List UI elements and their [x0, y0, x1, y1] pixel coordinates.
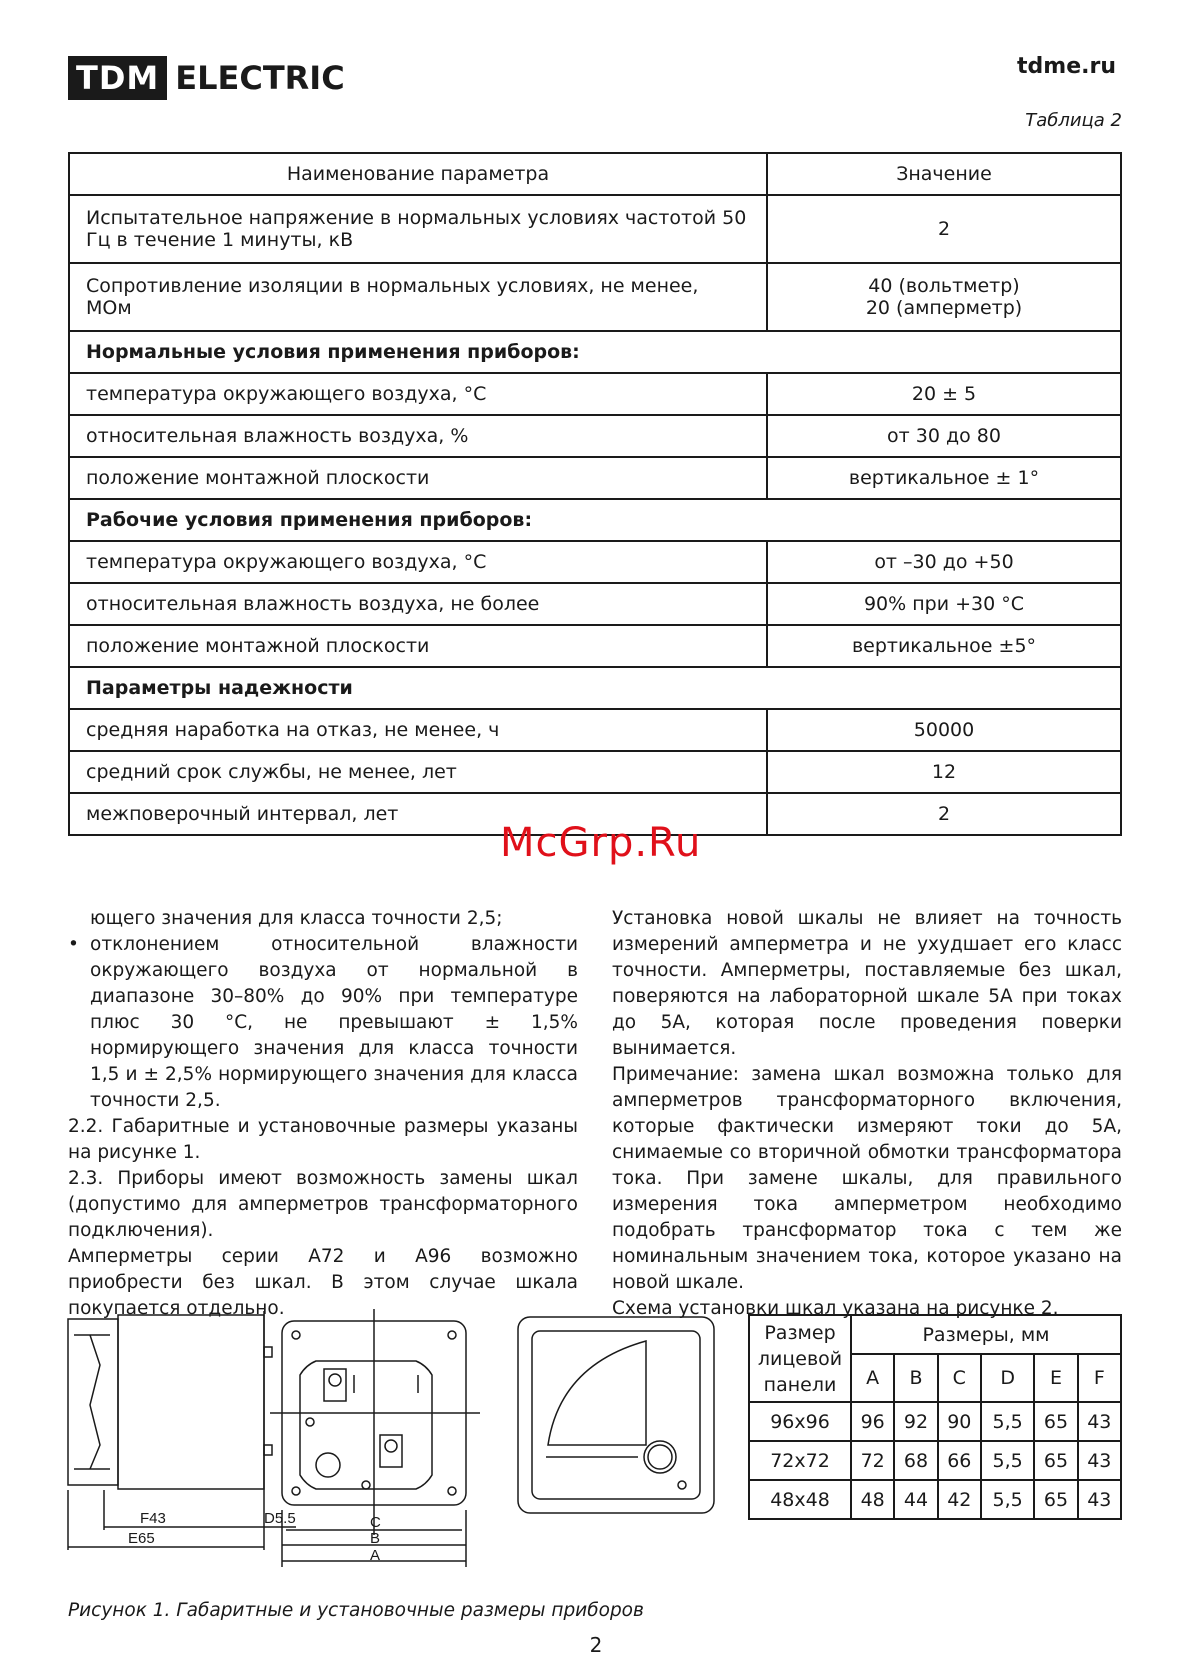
section-title: Рабочие условия применения приборов: — [69, 499, 1121, 541]
cell: 48 — [851, 1480, 894, 1519]
cell: 65 — [1034, 1402, 1077, 1441]
header-dims: Размеры, мм — [851, 1315, 1121, 1354]
cell: 43 — [1078, 1402, 1121, 1441]
param-name: Сопротивление изоляции в нормальных условиях, не менее, МОм — [69, 263, 767, 331]
dimensions-table — [748, 1314, 1122, 1520]
cell: 90 — [938, 1402, 981, 1441]
cell: 65 — [1034, 1441, 1077, 1480]
brand-logo — [68, 56, 345, 100]
paragraph: Амперметры серии А72 и А96 возможно приобрести без шкал. В этом случае шкала покупается отдельно. — [68, 1246, 578, 1319]
cell: 5,5 — [981, 1402, 1034, 1441]
cell: 43 — [1078, 1480, 1121, 1519]
header-size: Размер лицевой панели — [749, 1315, 851, 1402]
param-name: Испытательное напряжение в нормальных условиях частотой 50 Гц в течение 1 минуты, кВ — [69, 195, 767, 263]
cell: 44 — [894, 1480, 937, 1519]
table-row — [69, 415, 1121, 457]
paragraph: Установка новой шкалы не влияет на точность измерений амперметра и не ухудшает его класс точности. Амперметры, поставляемые без шкал, поверяются на лабораторной шкале 5А при токах до 5А, которая после проведения поверки вынимается. — [612, 908, 1122, 1059]
param-name: относительная влажность воздуха, не более — [69, 583, 767, 625]
table-row — [749, 1402, 1121, 1441]
table-row — [69, 709, 1121, 751]
row-size: 48x48 — [749, 1480, 851, 1519]
param-value: вертикальное ±5° — [767, 625, 1121, 667]
table-row — [69, 373, 1121, 415]
param-name: температура окружающего воздуха, °С — [69, 541, 767, 583]
section-row — [69, 331, 1121, 373]
site-url: tdme.ru — [1017, 54, 1116, 79]
table-row — [749, 1441, 1121, 1480]
section-title: Параметры надежности — [69, 667, 1121, 709]
meter-face-drawing — [518, 1317, 714, 1513]
param-value: 20 ± 5 — [767, 373, 1121, 415]
section-title: Нормальные условия применения приборов: — [69, 331, 1121, 373]
cell: 5,5 — [981, 1441, 1034, 1480]
table-row — [69, 263, 1121, 331]
header-value: Значение — [767, 153, 1121, 195]
row-size: 96x96 — [749, 1402, 851, 1441]
param-value: от 30 до 80 — [767, 415, 1121, 457]
figure-caption: Рисунок 1. Габаритные и установочные размеры приборов — [68, 1600, 644, 1621]
table-row — [69, 583, 1121, 625]
param-name: средний срок службы, не менее, лет — [69, 751, 767, 793]
label-e65: E65 — [128, 1530, 155, 1547]
cell: 66 — [938, 1441, 981, 1480]
table-row — [69, 457, 1121, 499]
right-text-column — [612, 906, 1122, 1322]
param-name: средняя наработка на отказ, не менее, ч — [69, 709, 767, 751]
label-a: A — [370, 1547, 381, 1564]
logo-text: ELECTRIC — [175, 59, 345, 97]
param-value: 12 — [767, 751, 1121, 793]
section-row — [69, 667, 1121, 709]
table-row — [69, 541, 1121, 583]
label-c: C — [370, 1514, 381, 1531]
label-d55: D5.5 — [264, 1510, 296, 1527]
section-row — [69, 499, 1121, 541]
param-value: 50000 — [767, 709, 1121, 751]
paragraph: Примечание: замена шкал возможна только для амперметров трансформаторного включения, которые фактически измеряют токи до 5А, снимаемые со вторичной обмотки трансформатора тока. При замене шкалы, для правильного измерения тока амперметром необходимо подобрать трансформатор тока с тем же номинальным значением тока, которое указано на новой шкале. — [612, 1064, 1122, 1293]
cell: 92 — [894, 1402, 937, 1441]
cell: 72 — [851, 1441, 894, 1480]
left-text-column — [68, 906, 578, 1322]
param-value: 90% при +30 °С — [767, 583, 1121, 625]
logo-box: TDM — [68, 56, 167, 100]
table-header-row — [69, 153, 1121, 195]
column-header: D — [981, 1354, 1034, 1402]
column-header: C — [938, 1354, 981, 1402]
table-header-row — [749, 1315, 1121, 1354]
param-name: относительная влажность воздуха, % — [69, 415, 767, 457]
label-f43: F43 — [140, 1510, 166, 1527]
paragraph: 2.2. Габаритные и установочные размеры указаны на рисунке 1. — [68, 1116, 578, 1163]
row-size: 72x72 — [749, 1441, 851, 1480]
dimension-drawings — [60, 1305, 740, 1595]
param-value-line: 20 (амперметр) — [865, 297, 1023, 319]
cell: 42 — [938, 1480, 981, 1519]
parameters-table — [68, 152, 1122, 836]
cell: 68 — [894, 1441, 937, 1480]
param-name: положение монтажной плоскости — [69, 625, 767, 667]
param-name: положение монтажной плоскости — [69, 457, 767, 499]
param-value-line: 40 (вольтметр) — [868, 275, 1020, 297]
table-row — [69, 625, 1121, 667]
paragraph: ющего значения для класса точности 2,5; — [90, 908, 503, 929]
bullet-item: • отклонением относительной влажности окружающего воздуха от нормальной в диапазоне 30–80% до 90% при температуре плюс 30 °С, не превышают ± 1,5% нормирующего значения для класса точности 1,5 и ± 2,5% нормирующего значения для класса точности 2,5. — [68, 932, 578, 1114]
header-name: Наименование параметра — [69, 153, 767, 195]
label-b: B — [370, 1530, 381, 1547]
cell: 96 — [851, 1402, 894, 1441]
param-name: межповерочный интервал, лет — [69, 793, 767, 835]
column-header: A — [851, 1354, 894, 1402]
side-view-drawing — [68, 1311, 296, 1550]
cell: 65 — [1034, 1480, 1077, 1519]
table-row — [69, 751, 1121, 793]
param-value: вертикальное ± 1° — [767, 457, 1121, 499]
param-value: 2 — [767, 195, 1121, 263]
cell: 43 — [1078, 1441, 1121, 1480]
param-value: 2 — [767, 793, 1121, 835]
paragraph: 2.3. Приборы имеют возможность замены шкал (допустимо для амперметров трансформаторного подключения). — [68, 1168, 578, 1241]
column-header: F — [1078, 1354, 1121, 1402]
param-value — [767, 263, 1121, 331]
page-number: 2 — [589, 1633, 603, 1657]
paragraph: Схема установки шкал указана на рисунке 2. — [612, 1298, 1059, 1319]
table-caption: Таблица 2 — [1025, 110, 1122, 131]
column-header: B — [894, 1354, 937, 1402]
param-value: от –30 до +50 — [767, 541, 1121, 583]
watermark: McGrp.Ru — [500, 820, 702, 866]
table-row — [749, 1480, 1121, 1519]
table-row — [69, 195, 1121, 263]
cell: 5,5 — [981, 1480, 1034, 1519]
column-header: E — [1034, 1354, 1077, 1402]
param-name: температура окружающего воздуха, °С — [69, 373, 767, 415]
